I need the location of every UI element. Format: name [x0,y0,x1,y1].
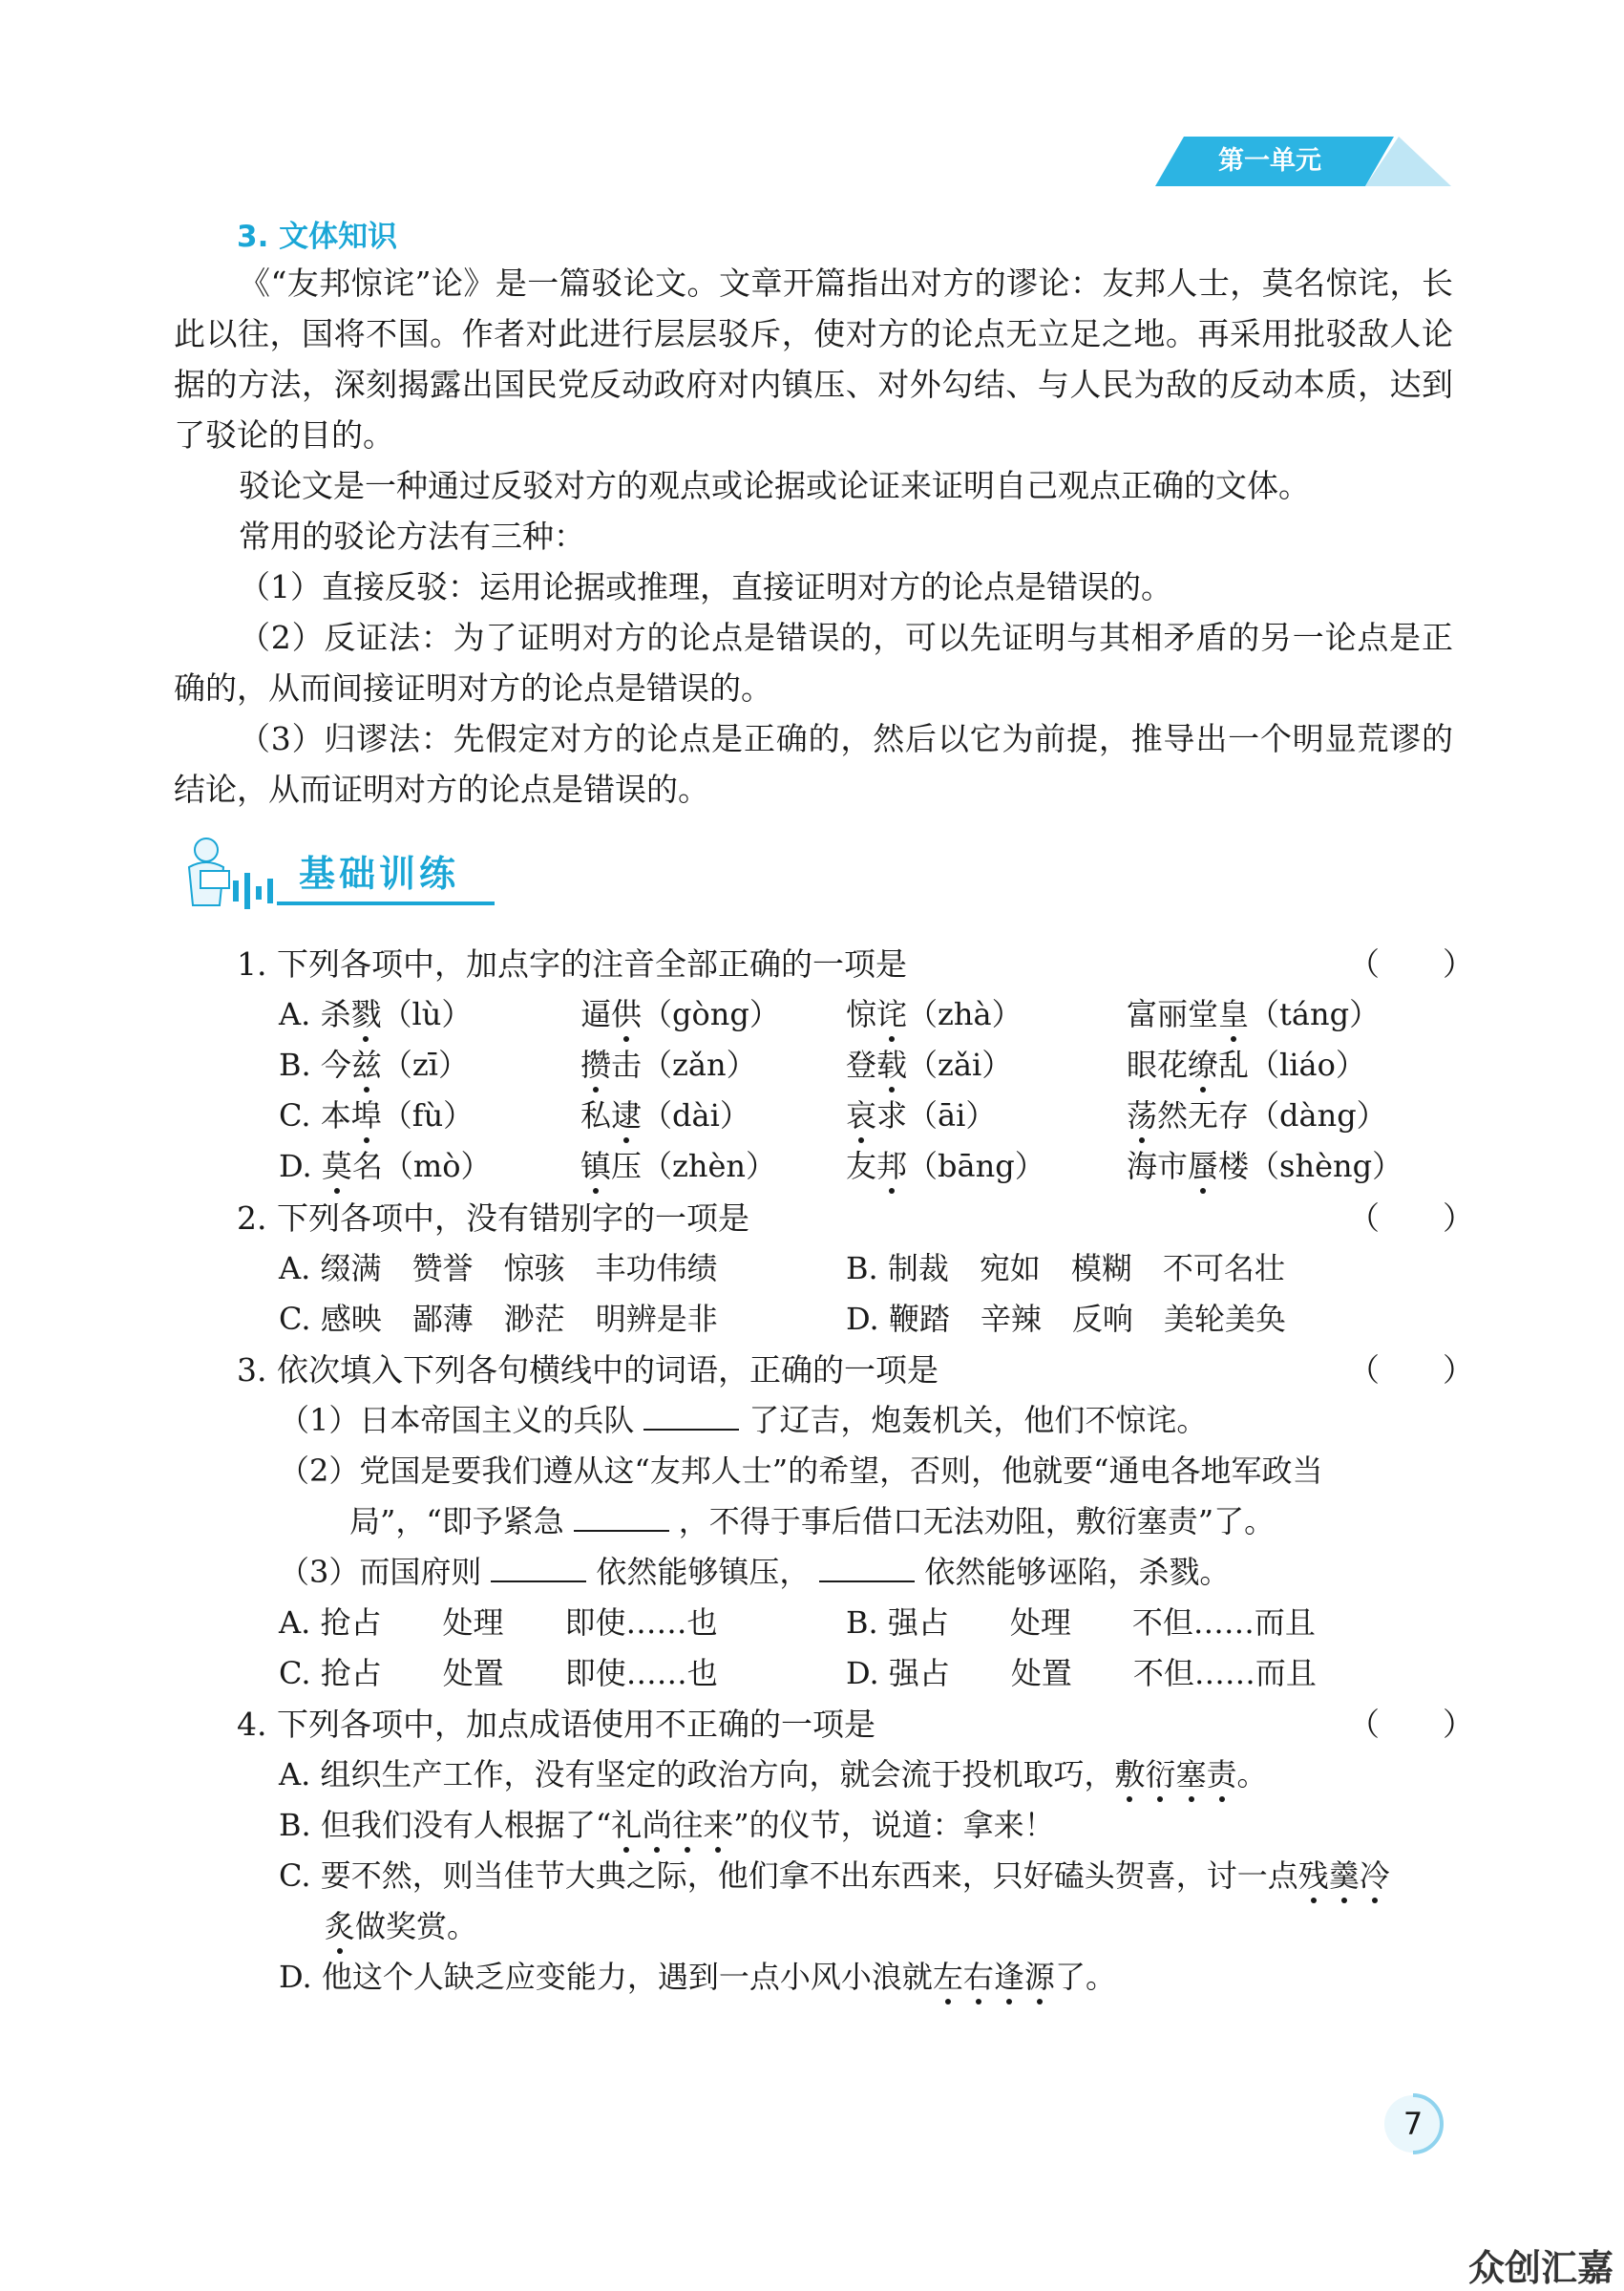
q1-option-cell [580,1142,776,1186]
dotted-char: 尚 [642,1807,673,1843]
q3-option-c: C. 抢占 处置 即使……也 [279,1655,718,1691]
q1-text: 名（mò） [351,1148,492,1184]
q1-dotted-char: 莫 [321,1148,352,1184]
fill-blank [819,1554,915,1582]
q4-d-text: D. 他这个人缺乏应变能力，遇到一点小风小浪就 [279,1959,933,1995]
q1-text: 击（zǎn） [611,1047,757,1083]
method-3: （3）归谬法：先假定对方的论点是正确的，然后以它为前提，推导出一个明显荒谬的结论，从而证明对方的论点是错误的。 [174,720,1453,808]
q1-dotted-char: 荡 [1127,1097,1158,1134]
q4-answer-blank: （ ） [1348,1706,1474,1743]
training-title: 基础训练 [299,853,460,895]
q1-text: 眼花 [1127,1047,1189,1083]
q3-s1-part-b: 了辽吉，炮轰机关，他们不惊诧。 [749,1402,1208,1438]
fill-blank [643,1402,739,1431]
q3-stem: 3. 依次填入下列各句横线中的词语，正确的一项是 [237,1351,939,1389]
paragraph-3: 常用的驳论方法有三种： [239,518,585,555]
q4-b-end: ”的仪节，说道：拿来！ [733,1807,1055,1843]
q4-stem: 4. 下列各项中，加点成语使用不正确的一项是 [237,1706,875,1743]
q1-text: 海市 [1127,1148,1189,1184]
q1-dotted-char: 埠 [350,1097,382,1134]
q1-text: 友 [846,1148,877,1184]
q1-text: （zhà） [907,996,1023,1032]
q2-option-b: B. 制裁 宛如 模糊 不可名壮 [846,1250,1285,1286]
q1-text: 乱（liáo） [1218,1047,1366,1083]
q1-text: C. 本 [279,1097,351,1134]
paragraph-1: 《“友邦惊诧”论》是一篇驳论文。文章开篇指出对方的谬论：友邦人士，莫名惊诧，长此以往，国将不国。作者对此进行层层驳斥，使对方的论点无立足之地。再采用批驳敌人论据的方法，深刻揭露出国民党反动政府对内镇压、对外勾结、与人民为敌的反动本质，达到了驳论的目的。 [174,265,1453,454]
q1-dotted-char: 哀 [846,1097,877,1134]
q4-c-dotted-idiom-part2 [325,1908,355,1944]
q1-dotted-char: 缭 [1188,1047,1219,1083]
dotted-char: 往 [672,1807,704,1843]
q1-text: 惊 [846,996,877,1032]
q1-text: （zī） [381,1047,469,1083]
watermark: 众创汇嘉 [1468,2247,1614,2289]
q4-c-dotted-idiom-part1 [1298,1857,1390,1894]
q1-option-cell [279,1142,492,1186]
q1-stem: 1. 下列各项中，加点字的注音全部正确的一项是 [237,945,907,983]
q3-sentence-2a: （2）党国是要我们遵从这“友邦人士”的希望，否则，他就要“通电各地军政当 [279,1453,1323,1489]
q1-dotted-char: 戮 [350,996,382,1032]
q1-option-cell [1127,1142,1403,1186]
q2-option-d: D. 鞭踏 辛辣 反响 美轮美奂 [846,1301,1286,1337]
dotted-char: 礼 [611,1807,643,1843]
q1-text: 富丽堂 [1127,996,1219,1032]
q1-option-cell [279,990,472,1034]
q3-s1-part-a: （1）日本帝国主义的兵队 [279,1402,635,1438]
q1-option-cell [846,1041,1012,1085]
q1-text: （zǎi） [907,1047,1013,1083]
q4-b-dotted-idiom [611,1807,733,1843]
q1-option-cell [279,1092,474,1135]
training-banner [170,829,514,924]
q2-answer-blank: （ ） [1348,1199,1474,1237]
dotted-char: 责 [1206,1756,1237,1792]
q1-dotted-char: 皇 [1218,996,1250,1032]
q1-text: 私 [580,1097,612,1134]
q4-option-b [279,1801,1055,1845]
q1-text: （gòng） [642,996,780,1032]
dotted-char: 炙 [325,1908,356,1944]
q2-option-c: C. 感映 鄙薄 渺茫 明辨是非 [279,1301,718,1337]
q4-a-text: A. 组织生产工作，没有坚定的政治方向，就会流于投机取巧， [279,1756,1115,1792]
q2-option-a: A. 缀满 赞誉 惊骇 丰功伟绩 [279,1250,718,1286]
dotted-char: 左 [932,1959,963,1995]
dotted-char: 右 [962,1959,994,1995]
q1-text: 楼（shèng） [1218,1148,1403,1184]
q1-dotted-char: 邦 [876,1148,908,1184]
fill-blank [491,1554,586,1582]
q3-sentence-1 [279,1396,1207,1440]
unit-tab [1155,137,1451,186]
q4-b-text: B. 但我们没有人根据了“ [279,1807,612,1843]
q1-option-cell [846,990,1023,1034]
q1-text: 压（zhèn） [611,1148,777,1184]
q1-dotted-char: 攒 [580,1047,612,1083]
q1-option-cell [1127,1041,1366,1085]
dotted-char: 冷 [1359,1857,1390,1894]
q3-s3-part-a: （3）而国府则 [279,1554,482,1590]
q1-answer-blank: （ ） [1348,945,1474,983]
fill-blank [574,1503,669,1532]
q4-a-dotted-idiom [1114,1756,1236,1792]
q3-option-a: A. 抢占 处理 即使……也 [279,1604,718,1641]
dotted-char: 残 [1297,1857,1329,1894]
q1-dotted-char: 镇 [580,1148,612,1184]
q1-dotted-char: 逮 [611,1097,643,1134]
section-heading: 3. 文体知识 [237,220,398,254]
q3-option-d: D. 强占 处置 不但……而且 [846,1655,1317,1691]
method-1: （1）直接反驳：运用论据或推理，直接证明对方的论点是错误的。 [239,568,1172,605]
q3-answer-blank: （ ） [1348,1351,1474,1389]
paragraph-2: 驳论文是一种通过反驳对方的观点或论据或论证来证明自己观点正确的文体。 [239,467,1310,504]
q1-option-cell [580,990,780,1034]
q1-text: B. 今 [279,1047,351,1083]
page-number-text: 7 [1403,2106,1424,2142]
q3-s3-part-b: 依然能够镇压， [596,1554,811,1590]
q1-option-cell [279,1041,469,1085]
q4-option-c [279,1852,1390,1896]
q1-dotted-char: 蜃 [1188,1148,1219,1184]
dotted-char: 来 [703,1807,734,1843]
dotted-char: 源 [1023,1959,1055,1995]
dotted-char: 敷 [1114,1756,1146,1792]
dotted-char: 衍 [1145,1756,1176,1792]
q3-s3-part-c: 依然能够诬陷，杀戮。 [924,1554,1231,1590]
q3-s2-part-c: ，不得于事后借口无法劝阻，敷衍塞责”了。 [678,1503,1276,1539]
q1-text: （bāng） [907,1148,1045,1184]
q4-option-c-cont [325,1902,477,1946]
q1-text: （dài） [642,1097,750,1134]
q4-option-d [279,1953,1116,1997]
method-2: （2）反证法：为了证明对方的论点是错误的，可以先证明与其相矛盾的另一论点是正确的，从而间接证明对方的论点是错误的。 [174,619,1453,707]
q1-text: 逼 [580,996,612,1032]
q1-option-cell [580,1092,750,1135]
q2-stem: 2. 下列各项中，没有错别字的一项是 [237,1199,749,1237]
unit-tab-label: 第一单元 [1218,146,1321,176]
q1-dotted-char: 诧 [876,996,908,1032]
q4-a-end: 。 [1236,1756,1268,1792]
q1-option-cell [1127,1092,1387,1135]
q3-sentence-3 [279,1548,1230,1592]
q1-text: A. 杀 [279,996,351,1032]
q1-option-cell [580,1041,757,1085]
dotted-char: 塞 [1175,1756,1207,1792]
q1-dotted-char: 兹 [350,1047,382,1083]
dotted-char: 逢 [993,1959,1024,1995]
dotted-char: 羹 [1328,1857,1360,1894]
q4-option-a [279,1750,1268,1794]
q1-text: （lù） [381,996,473,1032]
q1-text: 求（āi） [876,1097,997,1134]
q1-text: （fù） [381,1097,475,1134]
q1-dotted-char: 载 [876,1047,908,1083]
q1-text: 然无存（dàng） [1157,1097,1387,1134]
q1-option-cell [1127,990,1380,1034]
q4-d-dotted-idiom [933,1959,1055,1995]
q4-c-end: 做奖赏。 [355,1908,478,1944]
q3-option-b: B. 强占 处理 不但……而且 [846,1604,1316,1641]
q3-sentence-2b [349,1497,1275,1541]
q1-text: 登 [846,1047,877,1083]
q1-text: （táng） [1249,996,1381,1032]
q1-option-cell [846,1142,1045,1186]
page-number [1381,2092,1445,2155]
q1-option-cell [846,1092,996,1135]
q4-c-text: C. 要不然，则当佳节大典之际，他们拿不出东西来，只好磕头贺喜，讨一点 [279,1857,1298,1894]
q1-dotted-char: 供 [611,996,643,1032]
q4-d-end: 了。 [1054,1959,1116,1995]
q1-text: D. [279,1148,322,1184]
q3-s2-part-b: 局”，“即予紧急 [349,1503,564,1539]
